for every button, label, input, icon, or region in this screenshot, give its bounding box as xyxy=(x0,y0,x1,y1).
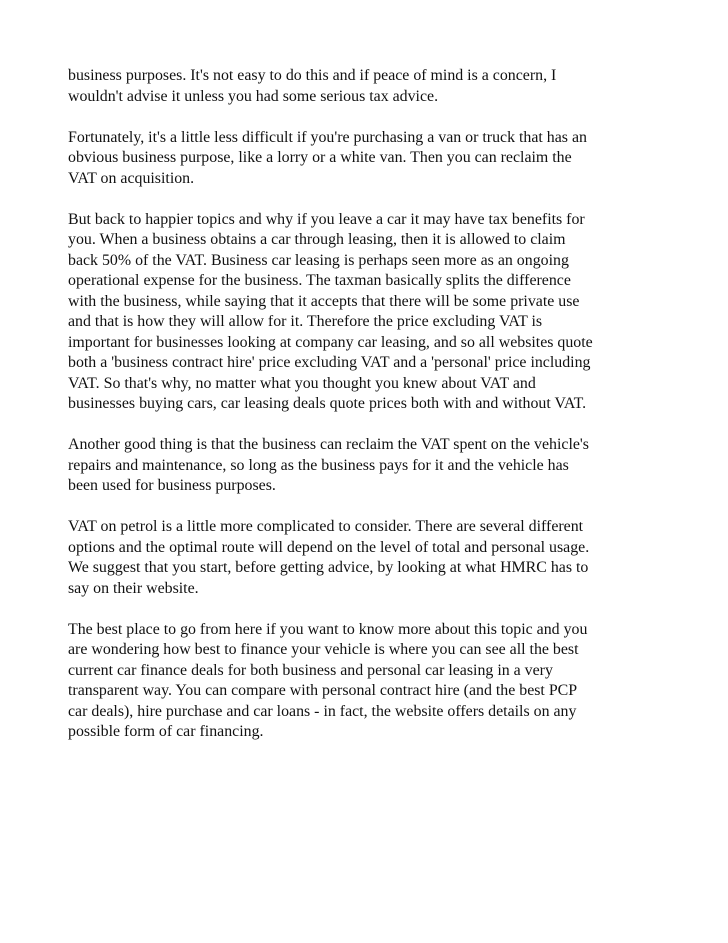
text-line: back 50% of the VAT. Business car leasing is perhaps seen more as an ongoing xyxy=(68,251,569,269)
text-line: been used for business purposes. xyxy=(68,477,276,494)
text-line: operational expense for the business. The taxman basically splits the difference xyxy=(68,272,571,289)
text-line: and that is how they will allow for it. Therefore the price excluding VAT is xyxy=(68,313,543,330)
text-line: But back to happier topics and why if you leave a car it may have tax benefits for xyxy=(68,210,585,228)
text-line: you. When a business obtains a car through leasing, then it is allowed to claim xyxy=(68,231,566,248)
text-line: business purposes. It's not easy to do this and if peace of mind is a concern, I xyxy=(68,67,557,84)
text-line: current car finance deals for both business and personal car leasing in a very xyxy=(68,661,553,679)
text-line: important for businesses looking at company car leasing, and so all websites quote xyxy=(68,333,593,351)
text-line: repairs and maintenance, so long as the business pays for it and the vehicle has xyxy=(68,456,569,474)
paragraph-van-truck xyxy=(68,128,668,190)
text-line: VAT on acquisition. xyxy=(68,169,195,187)
text-line: businesses buying cars, car leasing deals quote prices both with and without VAT. xyxy=(68,395,587,412)
paragraph-vat-petrol xyxy=(68,517,668,599)
text-line: obvious business purpose, like a lorry or a white van. Then you can reclaim the xyxy=(68,149,572,166)
text-line: Fortunately, it's a little less difficult if you're purchasing a van or truck that has an xyxy=(68,128,587,146)
text-line: The best place to go from here if you want to know more about this topic and you xyxy=(68,620,588,638)
document-page xyxy=(68,66,668,763)
text-line: car deals), hire purchase and car loans - in fact, the website offers details on any xyxy=(68,702,577,720)
text-line: transparent way. You can compare with personal contract hire (and the best PCP xyxy=(68,682,578,699)
paragraph-business-purposes xyxy=(68,66,668,107)
paragraph-repairs-maintenance xyxy=(68,435,668,497)
text-line: say on their website. xyxy=(68,579,199,597)
text-line: We suggest that you start, before getting advice, by looking at what HMRC has to xyxy=(68,559,589,576)
text-line: VAT. So that's why, no matter what you thought you knew about VAT and xyxy=(68,374,536,392)
text-line: Another good thing is that the business can reclaim the VAT spent on the vehicle's xyxy=(68,436,589,453)
text-line: options and the optimal route will depend on the level of total and personal usage. xyxy=(68,538,590,556)
text-line: are wondering how best to finance your vehicle is where you can see all the best xyxy=(68,641,579,658)
text-line: with the business, while saying that it accepts that there will be some private use xyxy=(68,292,580,310)
paragraph-best-place xyxy=(68,620,668,743)
text-line: both a 'business contract hire' price excluding VAT and a 'personal' price including xyxy=(68,354,591,371)
text-line: wouldn't advise it unless you had some serious tax advice. xyxy=(68,87,439,105)
paragraph-leasing-benefits xyxy=(68,210,668,415)
text-line: VAT on petrol is a little more complicated to consider. There are several different xyxy=(68,518,584,535)
text-line: possible form of car financing. xyxy=(68,723,264,740)
